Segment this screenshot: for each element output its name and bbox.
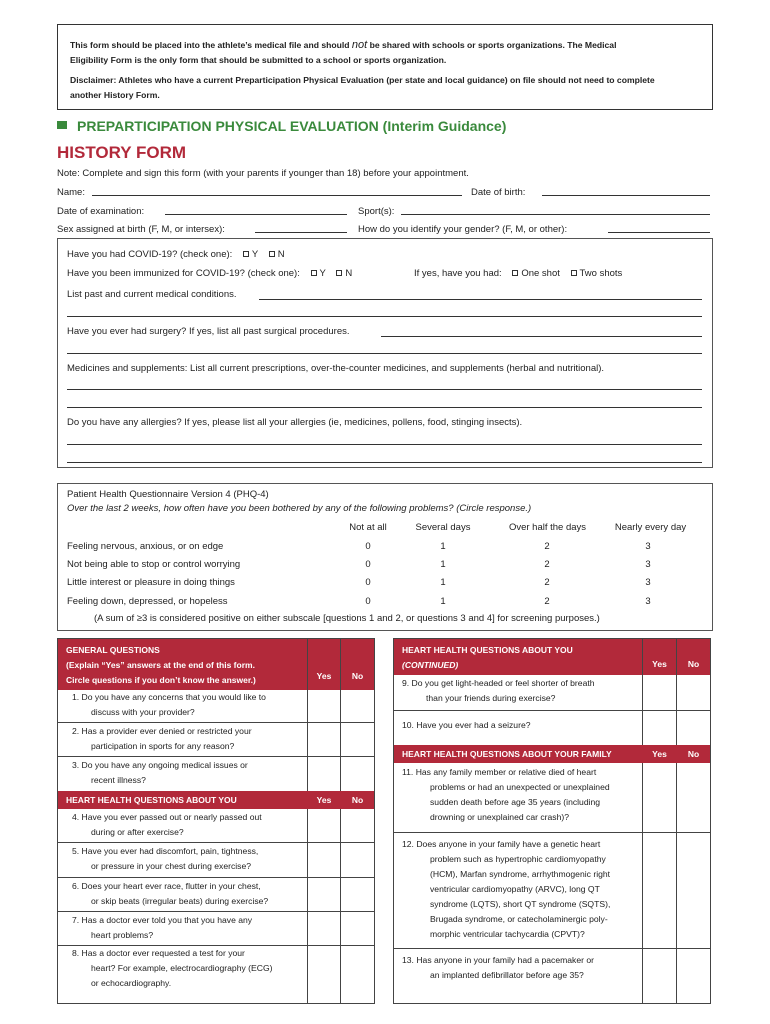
phq-score-0[interactable]: 0 — [365, 559, 371, 570]
question-text: 11. Has any family member or relative died of heart — [402, 767, 597, 777]
question-text: discuss with your provider? — [91, 707, 195, 717]
yes-column-header: Yes — [308, 793, 340, 808]
no-column-header: No — [677, 657, 710, 672]
question-2 — [72, 724, 302, 754]
question-text: 7. Has a doctor ever told you that you have any — [72, 915, 253, 925]
question-text: or pressure in your chest during exercise? — [91, 861, 252, 871]
yes-label: Y — [251, 249, 259, 260]
no-column-header: No — [341, 669, 374, 684]
row-divider — [394, 832, 710, 833]
heart-health-table — [393, 638, 711, 1004]
checkbox-covid-yes[interactable] — [243, 251, 249, 257]
checkbox-one-shot[interactable] — [512, 270, 518, 276]
phq-score-2[interactable]: 2 — [544, 541, 550, 552]
header-line: (CONTINUED) — [402, 660, 459, 670]
conditions-field[interactable] — [259, 299, 702, 300]
phq-score-3[interactable]: 3 — [645, 559, 651, 570]
question-text: syndrome (LQTS), short QT syndrome (SQTS), — [430, 899, 611, 909]
no-column-header: No — [341, 793, 374, 808]
phq-score-0[interactable]: 0 — [365, 577, 371, 588]
row-divider — [394, 948, 710, 949]
notice-not: not — [351, 39, 368, 51]
yes-label: Y — [319, 268, 326, 279]
gender-label: How do you identify your gender? (F, M, or other): — [358, 224, 568, 235]
row-divider — [58, 877, 374, 878]
phq-score-3[interactable]: 3 — [645, 541, 651, 552]
row-divider — [58, 911, 374, 912]
question-text: than your friends during exercise? — [426, 693, 556, 703]
question-4 — [72, 810, 302, 840]
notice-box — [57, 24, 713, 110]
notice-text: Eligibility Form is the only form that should be submitted to a school or sports organization. — [70, 55, 447, 65]
question-text: 12. Does anyone in your family have a genetic heart — [402, 839, 601, 849]
question-11 — [402, 765, 638, 825]
sex-field[interactable] — [255, 223, 347, 233]
notice-text: be shared with schools or sports organizations. The Medical — [369, 40, 617, 50]
yes-column-header: Yes — [308, 669, 340, 684]
question-text: (HCM), Marfan syndrome, arrhythmogenic right — [430, 869, 611, 879]
question-text: or echocardiography. — [91, 978, 172, 988]
question-7 — [72, 913, 302, 943]
phq-score-1[interactable]: 1 — [440, 541, 446, 552]
yes-column-header: Yes — [643, 657, 676, 672]
phq-col-header: Over half the days — [508, 522, 587, 533]
phq-row-label: Little interest or pleasure in doing things — [67, 577, 235, 588]
question-text: problems or had an unexpected or unexplained — [430, 782, 610, 792]
no-column-header: No — [677, 747, 710, 762]
question-text: sudden death before age 35 years (including — [430, 797, 601, 807]
question-text: 3. Do you have any ongoing medical issues or — [72, 760, 248, 770]
phq-score-2[interactable]: 2 — [544, 577, 550, 588]
question-text: heart? For example, electrocardiography (ECG) — [91, 963, 273, 973]
phq-col-header: Not at all — [349, 522, 387, 533]
question-text: recent illness? — [91, 775, 146, 785]
ppe-title — [57, 118, 506, 134]
row-divider — [58, 842, 374, 843]
question-text: 9. Do you get light-headed or feel shorter of breath — [402, 678, 595, 688]
question-text: 1. Do you have any concerns that you would like to — [72, 692, 266, 702]
phq-score-0[interactable]: 0 — [365, 596, 371, 607]
notice-text: This form should be placed into the athlete’s medical file and should — [70, 40, 350, 50]
header-line: HEART HEALTH QUESTIONS ABOUT YOU — [66, 795, 237, 805]
ppe-title-text: PREPARTICIPATION PHYSICAL EVALUATION (Interim Guidance) — [77, 118, 507, 134]
checkbox-covid-no[interactable] — [269, 251, 275, 257]
question-text: 8. Has a doctor ever requested a test for your — [72, 948, 245, 958]
name-field[interactable] — [92, 186, 462, 196]
phq-score-0[interactable]: 0 — [365, 541, 371, 552]
exam-date-field[interactable] — [165, 205, 347, 215]
header-line: GENERAL QUESTIONS — [66, 645, 160, 655]
question-text: an implanted defibrillator before age 35? — [430, 970, 584, 980]
two-shots-label: Two shots — [579, 268, 623, 279]
shots-row — [414, 268, 622, 279]
question-text: during or after exercise? — [91, 827, 184, 837]
row-divider — [58, 756, 374, 757]
medicines-field-line[interactable] — [67, 407, 702, 408]
phq-row-label: Not being able to stop or control worrying — [67, 559, 241, 570]
question-8 — [72, 946, 302, 991]
surgery-label: Have you ever had surgery? If yes, list all past surgical procedures. — [67, 326, 350, 337]
allergies-field-line[interactable] — [67, 462, 702, 463]
gender-field[interactable] — [608, 223, 710, 233]
question-text: 13. Has anyone in your family had a pacemaker or — [402, 955, 595, 965]
sports-field[interactable] — [401, 205, 710, 215]
medicines-field-line[interactable] — [67, 389, 702, 390]
notice-paragraph — [70, 38, 700, 68]
phq-col-header: Nearly every day — [614, 522, 687, 533]
phq4-title: Patient Health Questionnaire Version 4 (PHQ-4) — [67, 489, 269, 500]
conditions-label: List past and current medical conditions. — [67, 289, 237, 300]
phq-score-3[interactable]: 3 — [645, 577, 651, 588]
exam-date-label: Date of examination: — [57, 206, 145, 217]
covid-had-row — [67, 249, 285, 260]
checkbox-two-shots[interactable] — [571, 270, 577, 276]
question-text: or skip beats (irregular beats) during exercise? — [91, 896, 269, 906]
disclaimer-text: Disclaimer: Athletes who have a current Preparticipation Physical Evaluation (per state and local guidance) on file should not need to complete — [70, 75, 655, 85]
phq4-box — [57, 483, 713, 631]
general-questions-table — [57, 638, 375, 1004]
question-text: 4. Have you ever passed out or nearly passed out — [72, 812, 262, 822]
question-text: 2. Has a provider ever denied or restricted your — [72, 726, 252, 736]
note: Note: Complete and sign this form (with your parents if younger than 18) before your appointment. — [57, 168, 469, 179]
row-divider — [394, 710, 710, 711]
medical-history-box — [57, 238, 713, 468]
question-1 — [72, 690, 302, 720]
phq4-subtitle: Over the last 2 weeks, how often have you been bothered by any of the following problems? (Circle response.) — [67, 503, 532, 514]
surgery-field-line[interactable] — [67, 353, 702, 354]
medicines-label: Medicines and supplements: List all current prescriptions, over-the-counter medicines, and supplements (herbal and nutritional). — [67, 363, 605, 374]
checkbox-imm-no[interactable] — [336, 270, 342, 276]
yes-column-header: Yes — [643, 747, 676, 762]
phq-row-label: Feeling down, depressed, or hopeless — [67, 596, 228, 607]
if-yes-label: If yes, have you had: — [414, 268, 502, 279]
sex-label: Sex assigned at birth (F, M, or intersex): — [57, 224, 225, 235]
allergies-field-line[interactable] — [67, 444, 702, 445]
covid-imm-row — [67, 268, 352, 279]
question-5 — [72, 844, 302, 874]
dob-field[interactable] — [542, 186, 710, 196]
phq-col-header: Several days — [415, 522, 471, 533]
conditions-field-line[interactable] — [67, 316, 702, 317]
question-10 — [402, 718, 638, 733]
header-line: HEART HEALTH QUESTIONS ABOUT YOU — [402, 645, 573, 655]
disclaimer-text: another History Form. — [70, 90, 160, 100]
question-text: heart problems? — [91, 930, 154, 940]
phq-score-1[interactable]: 1 — [440, 559, 446, 570]
no-label: N — [345, 268, 353, 279]
dob-label: Date of birth: — [471, 187, 526, 198]
question-text: drowning or unexplained car crash)? — [430, 812, 570, 822]
phq-score-3[interactable]: 3 — [645, 596, 651, 607]
phq-row-label: Feeling nervous, anxious, or on edge — [67, 541, 224, 552]
header-line: Circle questions if you don’t know the answer.) — [66, 675, 256, 685]
question-text: 10. Have you ever had a seizure? — [402, 720, 531, 730]
name-label: Name: — [57, 187, 85, 198]
question-text: morphic ventricular tachycardia (CPVT)? — [430, 929, 585, 939]
disclaimer — [70, 73, 700, 103]
question-text: participation in sports for any reason? — [91, 741, 235, 751]
question-text: 6. Does your heart ever race, flutter in your chest, — [72, 881, 261, 891]
question-text: ventricular cardiomyopathy (ARVC), long QT — [430, 884, 600, 894]
header-line: HEART HEALTH QUESTIONS ABOUT YOUR FAMILY — [402, 749, 612, 759]
covid-imm-question: Have you been immunized for COVID-19? (check one): — [67, 268, 300, 279]
no-label: N — [277, 249, 285, 260]
allergies-label: Do you have any allergies? If yes, please list all your allergies (ie, medicines, pollens, food, stinging insects). — [67, 417, 523, 428]
question-12 — [402, 837, 638, 942]
yes-column[interactable] — [307, 639, 308, 1003]
surgery-field[interactable] — [381, 336, 702, 337]
question-9 — [402, 676, 638, 706]
phq-footnote: (A sum of ≥3 is considered positive on either subscale [questions 1 and 2, or questions 3 and 4] for screening purposes.) — [94, 613, 600, 624]
question-6 — [72, 879, 302, 909]
header-line: (Explain “Yes” answers at the end of this form. — [66, 660, 255, 670]
one-shot-label: One shot — [521, 268, 560, 279]
phq-score-2[interactable]: 2 — [544, 596, 550, 607]
question-text: problem such as hypertrophic cardiomyopathy — [430, 854, 606, 864]
no-column[interactable] — [340, 639, 341, 1003]
phq-score-1[interactable]: 1 — [440, 596, 446, 607]
question-text: 5. Have you ever had discomfort, pain, tightness, — [72, 846, 259, 856]
row-divider — [58, 722, 374, 723]
question-13 — [402, 953, 638, 983]
phq-score-2[interactable]: 2 — [544, 559, 550, 570]
checkbox-imm-yes[interactable] — [311, 270, 317, 276]
question-text: Brugada syndrome, or catecholaminergic poly- — [430, 914, 608, 924]
square-bullet-icon — [57, 121, 67, 129]
question-3 — [72, 758, 302, 788]
sports-label: Sport(s): — [358, 206, 395, 217]
covid-had-question: Have you had COVID-19? (check one): — [67, 249, 233, 260]
phq-score-1[interactable]: 1 — [440, 577, 446, 588]
form-title: HISTORY FORM — [57, 143, 187, 162]
